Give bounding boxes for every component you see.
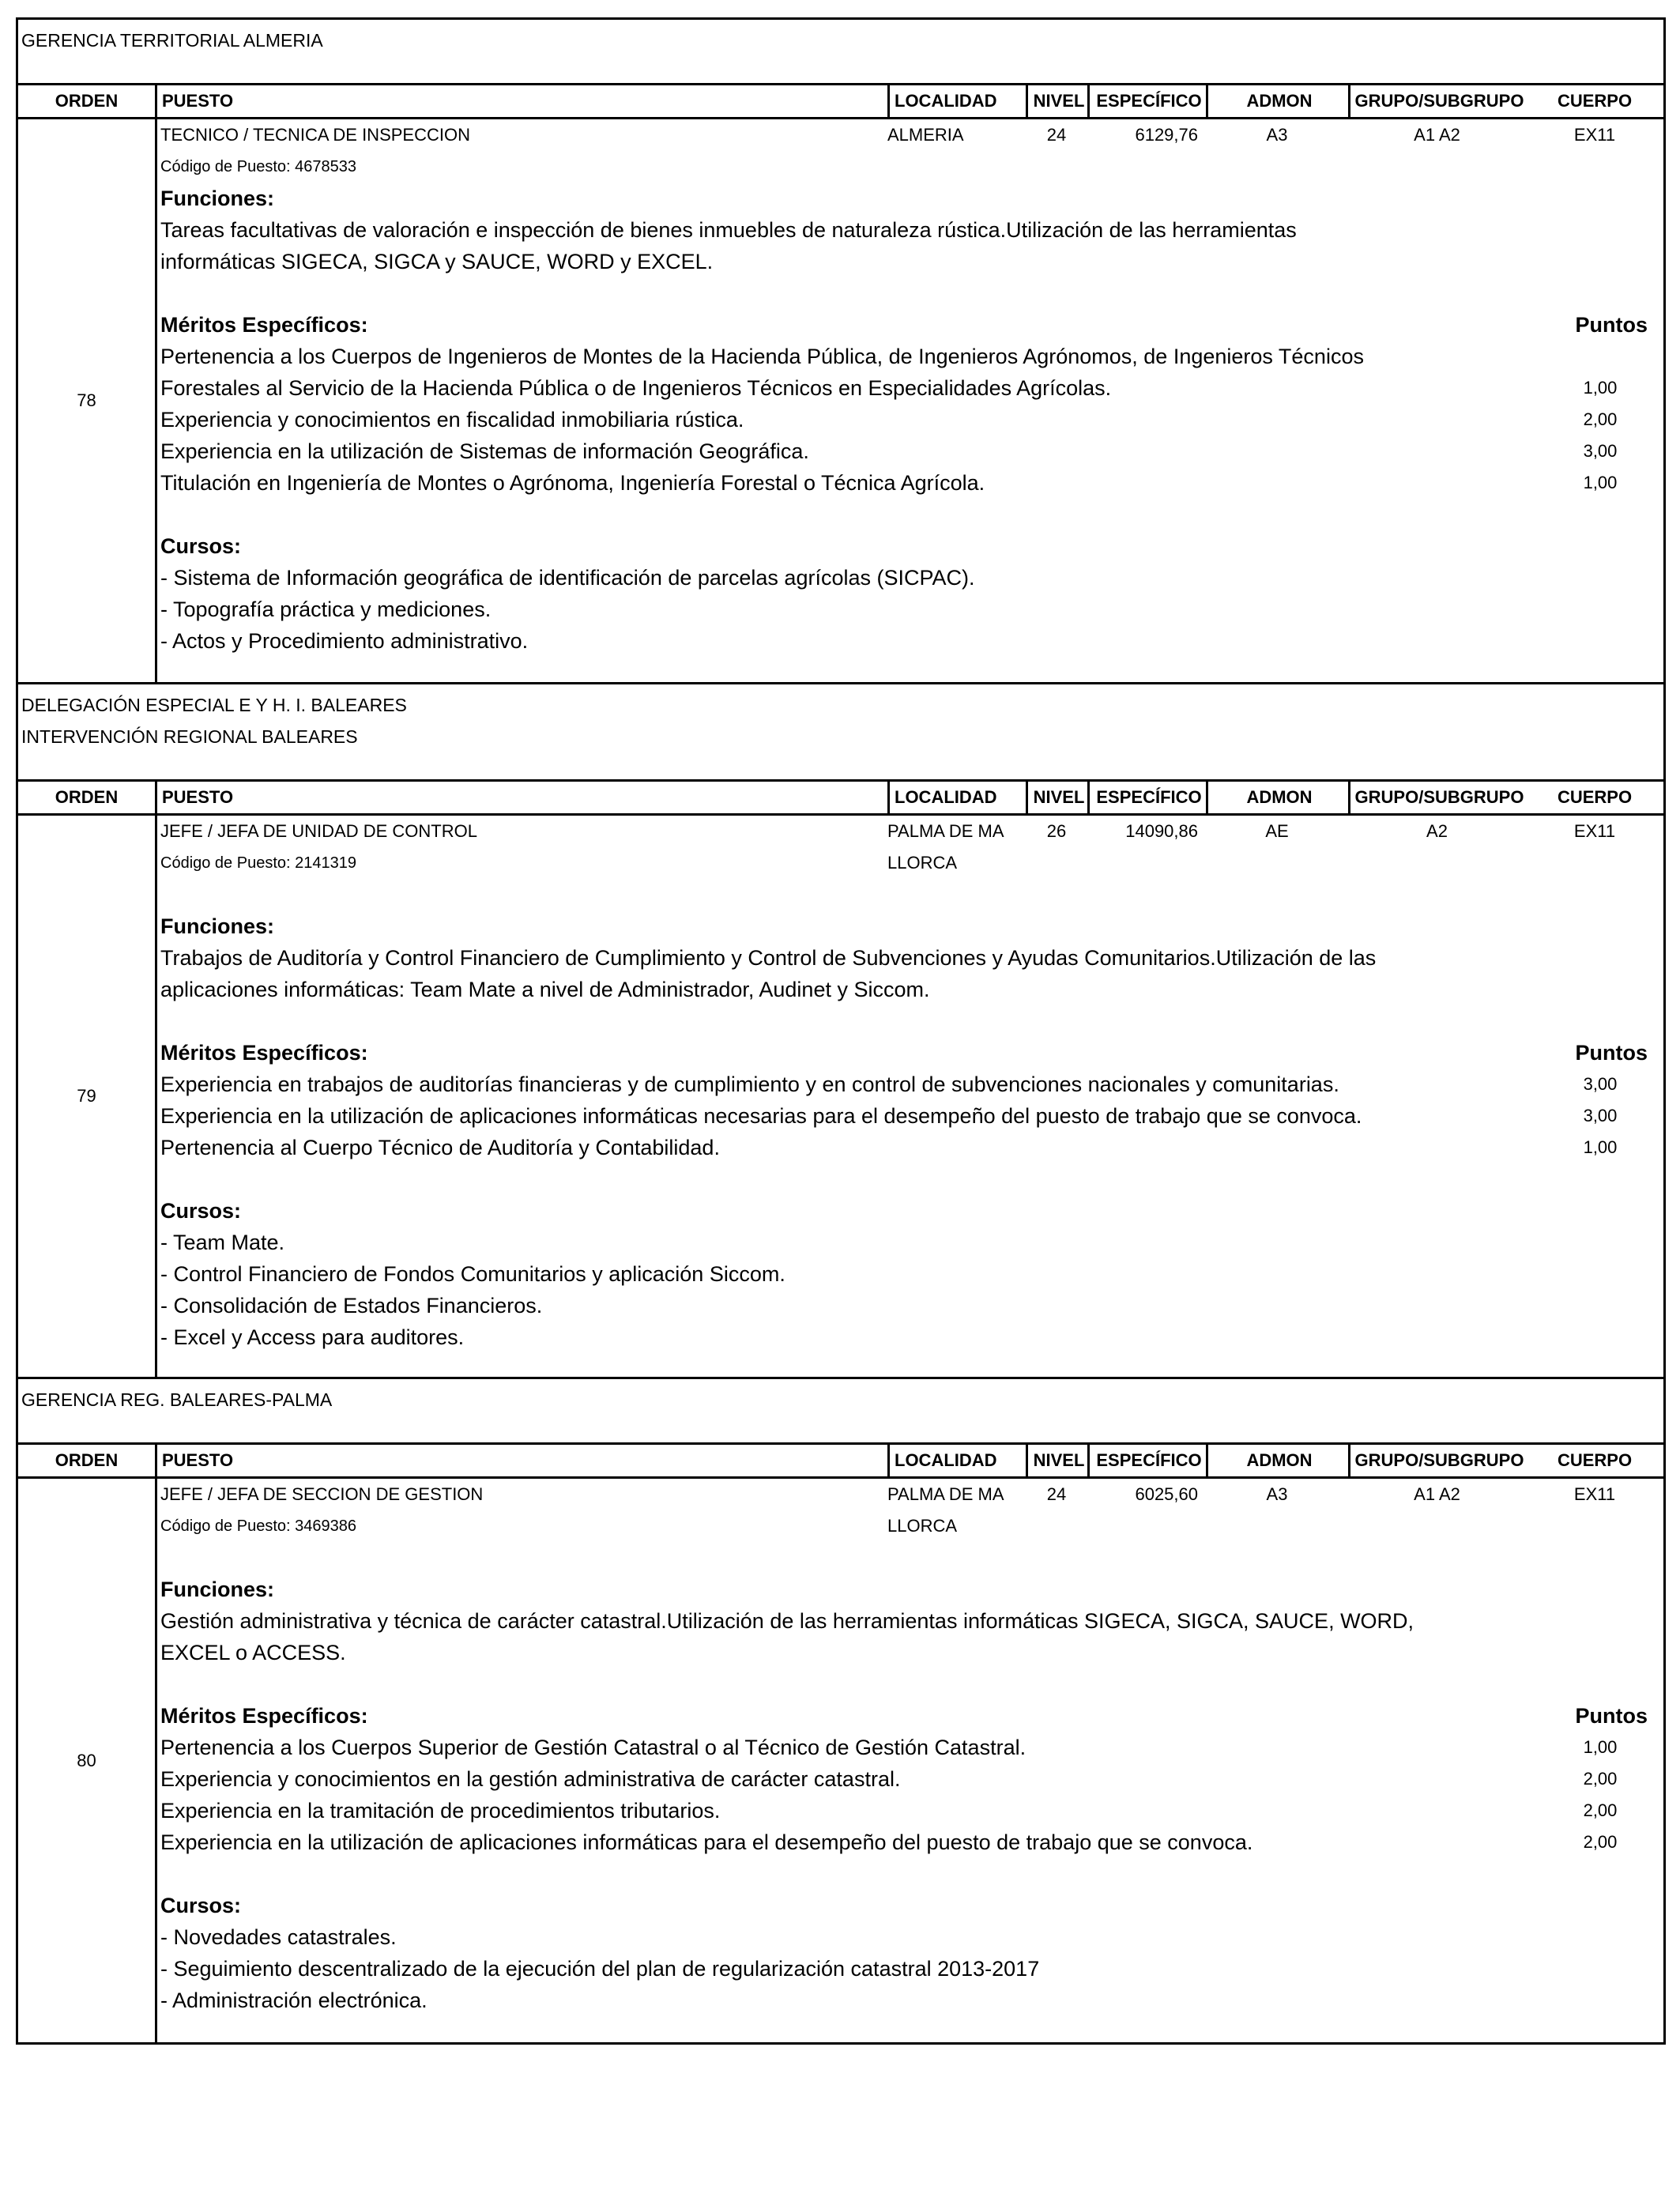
column-header-row xyxy=(18,83,1663,119)
merito-text: Pertenencia al Cuerpo Técnico de Auditoría y Contabilidad. xyxy=(160,1136,720,1159)
merito-text: Experiencia en la utilización de aplicaciones informáticas necesarias para el desempeño del puesto de trabajo que se convoca. xyxy=(160,1104,1362,1128)
merito-puntos: 3,00 xyxy=(1583,1106,1618,1125)
position-section xyxy=(16,17,1666,684)
merito-text: Titulación en Ingeniería de Montes o Agrónoma, Ingeniería Forestal o Técnica Agrícola. xyxy=(160,471,985,495)
column-header-localidad: LOCALIDAD xyxy=(887,1445,1026,1476)
cursos-heading: Cursos: xyxy=(160,1894,242,1917)
merito-text: Experiencia en trabajos de auditorías financieras y de cumplimiento y en control de subvenciones nacionales y comunitarias. xyxy=(160,1072,1339,1096)
column-header-orden: ORDEN xyxy=(55,91,119,111)
curso-item: - Administración electrónica. xyxy=(160,1989,428,2012)
merito-puntos: 2,00 xyxy=(1583,1769,1618,1789)
merito-puntos: 3,00 xyxy=(1583,441,1618,461)
document xyxy=(16,17,1666,2045)
curso-item: - Control Financiero de Fondos Comunitarios y aplicación Siccom. xyxy=(160,1262,785,1286)
column-header-grupo: GRUPO/SUBGRUPO xyxy=(1348,1445,1528,1476)
column-header-puesto: PUESTO xyxy=(155,1445,887,1476)
column-header-cuerpo: CUERPO xyxy=(1557,1450,1633,1470)
curso-item: - Consolidación de Estados Financieros. xyxy=(160,1294,543,1318)
merito-puntos: 1,00 xyxy=(1583,473,1618,492)
codigo-puesto: Código de Puesto: 3469386 xyxy=(160,1517,356,1535)
column-header-row xyxy=(18,779,1663,816)
curso-item: - Sistema de Información geográfica de identificación de parcelas agrícolas (SICPAC). xyxy=(160,566,975,590)
curso-item: - Seguimiento descentralizado de la ejecución del plan de regularización catastral 2013-2017 xyxy=(160,1957,1040,1981)
puesto-title: JEFE / JEFA DE SECCION DE GESTION xyxy=(160,1484,484,1504)
grupo: A2 xyxy=(1426,821,1448,841)
orden-number: 78 xyxy=(77,390,96,410)
cuerpo: EX11 xyxy=(1573,125,1616,145)
localidad: ALMERIA xyxy=(887,125,964,145)
grupo: A1 A2 xyxy=(1414,125,1460,145)
meritos-heading: Méritos Específicos: xyxy=(160,313,368,337)
column-header-especifico: ESPECÍFICO xyxy=(1087,782,1208,813)
curso-item: - Excel y Access para auditores. xyxy=(160,1325,465,1349)
funciones-text: informáticas SIGECA, SIGCA y SAUCE, WORD y EXCEL. xyxy=(160,250,714,273)
column-header-puesto: PUESTO xyxy=(155,85,887,117)
codigo-puesto: Código de Puesto: 4678533 xyxy=(160,158,356,175)
merito-puntos: 3,00 xyxy=(1583,1074,1618,1094)
merito-puntos: 2,00 xyxy=(1583,1832,1618,1852)
cursos-heading: Cursos: xyxy=(160,534,242,558)
grupo: A1 A2 xyxy=(1414,1484,1460,1504)
unit-header xyxy=(18,20,1663,83)
merito-text: Experiencia en la utilización de aplicaciones informáticas para el desempeño del puesto de trabajo que se convoca. xyxy=(160,1830,1253,1854)
position-section xyxy=(16,684,1666,1379)
orden-number: 80 xyxy=(77,1750,96,1770)
column-header-nivel: NIVEL xyxy=(1026,85,1090,117)
column-header-nivel: NIVEL xyxy=(1026,782,1090,813)
merito-text: Experiencia y conocimientos en la gestión administrativa de carácter catastral. xyxy=(160,1767,901,1791)
curso-item: - Topografía práctica y mediciones. xyxy=(160,598,492,621)
puntos-heading: Puntos xyxy=(1575,313,1648,337)
position-content xyxy=(160,816,1663,1377)
funciones-heading: Funciones: xyxy=(160,187,275,210)
column-header-nivel: NIVEL xyxy=(1026,1445,1090,1476)
cuerpo: EX11 xyxy=(1573,821,1616,841)
column-header-especifico: ESPECÍFICO xyxy=(1087,1445,1208,1476)
position-body xyxy=(18,119,1663,682)
codigo-puesto: Código de Puesto: 2141319 xyxy=(160,854,356,872)
admon: A3 xyxy=(1266,1484,1288,1504)
curso-item: - Actos y Procedimiento administrativo. xyxy=(160,629,529,653)
nivel: 24 xyxy=(1046,125,1067,145)
column-header-localidad: LOCALIDAD xyxy=(887,85,1026,117)
column-header-row xyxy=(18,1442,1663,1479)
unit-header xyxy=(18,684,1663,779)
column-header-grupo: GRUPO/SUBGRUPO xyxy=(1348,782,1528,813)
curso-item: - Team Mate. xyxy=(160,1231,285,1254)
funciones-heading: Funciones: xyxy=(160,914,275,938)
column-header-admon: ADMON xyxy=(1206,85,1350,117)
merito-text: Experiencia en la tramitación de procedimientos tributarios. xyxy=(160,1799,721,1823)
localidad-line2: LLORCA xyxy=(887,1516,958,1536)
funciones-heading: Funciones: xyxy=(160,1578,275,1601)
unit-name: GERENCIA REG. BALEARES-PALMA xyxy=(21,1389,333,1410)
merito-text: Experiencia y conocimientos en fiscalidad inmobiliaria rústica. xyxy=(160,408,744,432)
column-header-orden: ORDEN xyxy=(55,787,119,807)
nivel: 24 xyxy=(1046,1484,1067,1504)
merito-puntos: 1,00 xyxy=(1583,1137,1618,1157)
merito-text: Forestales al Servicio de la Hacienda Pública o de Ingenieros Técnicos en Especialidades Agrícolas. xyxy=(160,376,1112,400)
cursos-heading: Cursos: xyxy=(160,1199,242,1223)
merito-puntos: 2,00 xyxy=(1583,1800,1618,1820)
cuerpo: EX11 xyxy=(1573,1484,1616,1504)
puesto-title: JEFE / JEFA DE UNIDAD DE CONTROL xyxy=(160,821,477,841)
funciones-text: aplicaciones informáticas: Team Mate a nivel de Administrador, Audinet y Siccom. xyxy=(160,978,930,1001)
puesto-title: TECNICO / TECNICA DE INSPECCION xyxy=(160,125,470,145)
merito-text: Pertenencia a los Cuerpos de Ingenieros de Montes de la Hacienda Pública, de Ingenieros Agrónomos, de Ingenieros Técnicos xyxy=(160,345,1364,368)
localidad: PALMA DE MA xyxy=(887,821,1004,841)
column-header-cuerpo: CUERPO xyxy=(1557,787,1633,807)
localidad: PALMA DE MA xyxy=(887,1484,1004,1504)
merito-puntos: 1,00 xyxy=(1583,1737,1618,1757)
puntos-heading: Puntos xyxy=(1575,1041,1648,1065)
admon: AE xyxy=(1265,821,1289,841)
column-header-admon: ADMON xyxy=(1206,1445,1350,1476)
funciones-text: Tareas facultativas de valoración e inspección de bienes inmuebles de naturaleza rústica.Utilización de las herramientas xyxy=(160,218,1297,242)
position-content xyxy=(160,1479,1663,2042)
localidad-line2: LLORCA xyxy=(887,853,958,873)
nivel: 26 xyxy=(1046,821,1067,841)
unit-name: GERENCIA TERRITORIAL ALMERIA xyxy=(21,30,323,51)
position-body xyxy=(18,1479,1663,2042)
column-header-admon: ADMON xyxy=(1206,782,1350,813)
column-header-grupo: GRUPO/SUBGRUPO xyxy=(1348,85,1528,117)
meritos-heading: Méritos Específicos: xyxy=(160,1041,368,1065)
funciones-text: Trabajos de Auditoría y Control Financiero de Cumplimiento y Control de Subvenciones y Ayudas Comunitarios.Utilización de las xyxy=(160,946,1377,970)
especifico: 6025,60 xyxy=(1135,1484,1198,1504)
merito-text: Pertenencia a los Cuerpos Superior de Gestión Catastral o al Técnico de Gestión Catastral. xyxy=(160,1736,1026,1759)
unit-name: INTERVENCIÓN REGIONAL BALEARES xyxy=(21,726,358,747)
unit-name: DELEGACIÓN ESPECIAL E Y H. I. BALEARES xyxy=(21,695,407,715)
column-header-orden: ORDEN xyxy=(55,1450,119,1470)
orden-number: 79 xyxy=(77,1086,96,1106)
funciones-text: EXCEL o ACCESS. xyxy=(160,1641,346,1664)
position-section xyxy=(16,1379,1666,2045)
position-content xyxy=(160,119,1663,682)
admon: A3 xyxy=(1266,125,1288,145)
column-header-especifico: ESPECÍFICO xyxy=(1087,85,1208,117)
column-header-puesto: PUESTO xyxy=(155,782,887,813)
meritos-heading: Méritos Específicos: xyxy=(160,1704,368,1728)
column-header-localidad: LOCALIDAD xyxy=(887,782,1026,813)
funciones-text: Gestión administrativa y técnica de carácter catastral.Utilización de las herramientas informáticas SIGECA, SIGCA, SAUCE, WORD, xyxy=(160,1609,1414,1633)
merito-puntos: 2,00 xyxy=(1583,409,1618,429)
unit-header xyxy=(18,1379,1663,1442)
especifico: 6129,76 xyxy=(1135,125,1198,145)
column-header-cuerpo: CUERPO xyxy=(1557,91,1633,111)
curso-item: - Novedades catastrales. xyxy=(160,1925,397,1949)
merito-text: Experiencia en la utilización de Sistemas de información Geográfica. xyxy=(160,439,809,463)
especifico: 14090,86 xyxy=(1125,821,1198,841)
position-body xyxy=(18,816,1663,1377)
merito-puntos: 1,00 xyxy=(1583,378,1618,398)
puntos-heading: Puntos xyxy=(1575,1704,1648,1728)
